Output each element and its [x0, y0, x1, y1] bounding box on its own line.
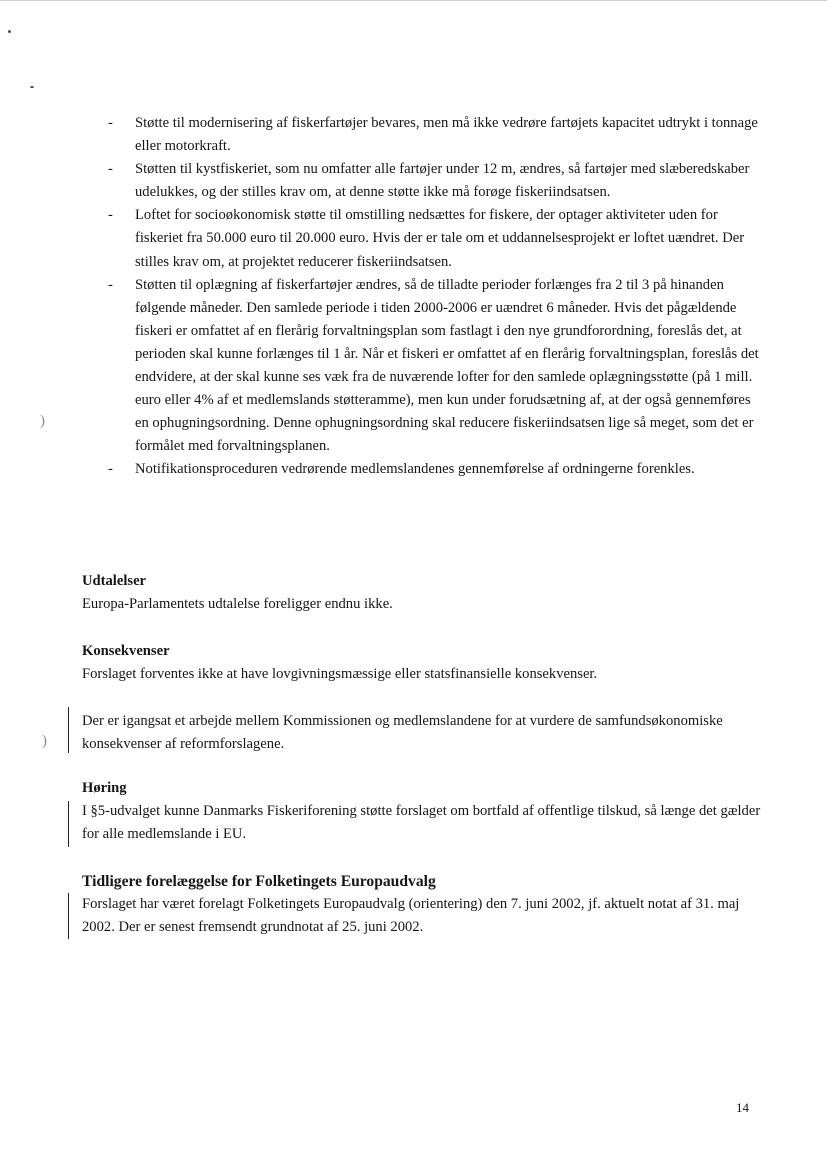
scan-speck — [30, 86, 34, 88]
change-bar — [68, 707, 69, 753]
scan-speck — [8, 30, 11, 33]
bullet-text: Støtten til oplægning af fiskerfartøjer ændres, så de tilladte perioder forlænges fra 2 til 3 på hinanden følgende måneder. Den samlede periode i tiden 2000-2006 er uændret 6 måneder. Hvis det pågældende fiskeri er omfattet af en flerårig forvaltningsplan som fastlagt i den nye grundforordning, foreslås det, at perioden skal kunne forlænges til 1 år. Når et fiskeri er omfattet af en flerårig forvaltningsplan, foreslås det endvidere, at der skal kunne ses væk fra de nuværende lofter for den samlede oplægningsstøtte (på 1 mill. euro eller 4% af et medlemslands støtteramme), men kun under forudsætning af, at der også gennemføres en ophugningsordning. Denne ophugningsordning skal reducere fiskeriindsatsen lige så meget, som det er formålet med forvaltningsplanen. — [135, 276, 759, 455]
top-edge-line — [0, 0, 827, 1]
section-udtalelser — [82, 570, 772, 616]
section-heading: Konsekvenser — [82, 643, 170, 659]
bullet-list — [108, 112, 763, 482]
change-bar — [68, 801, 69, 847]
list-item — [108, 112, 763, 158]
section-horing — [82, 777, 772, 846]
change-bar — [68, 893, 69, 939]
page-number: 14 — [736, 1100, 749, 1115]
bullet-text: Notifikationsproceduren vedrørende medlemslandenes gennemførelse af ordningerne forenkles. — [135, 461, 695, 478]
bullet-text: Loftet for socioøkonomisk støtte til omstilling nedsættes for fiskere, der optager aktiviteter uden for fiskeriet fra 50.000 euro til 20.000 euro. Hvis der er tale om et uddannelsesprojekt er loftet uændret. Der stilles krav om, at projektet reducerer fiskeriindsatsen. — [135, 207, 745, 270]
section-text: Forslaget forventes ikke at have lovgivningsmæssige eller statsfinansielle konsekvenser. — [82, 666, 598, 683]
section-text: Europa-Parlamentets udtalelse foreligger endnu ikke. — [82, 596, 393, 613]
bullet-dash: - — [108, 115, 113, 131]
section-heading: Udtalelser — [82, 573, 147, 589]
scan-bracket-mark: ) — [42, 733, 47, 749]
section-heading: Høring — [82, 780, 127, 796]
section-konsekvenser — [82, 640, 772, 686]
list-item — [108, 274, 763, 459]
bullet-dash: - — [108, 461, 113, 478]
list-item — [108, 204, 763, 273]
section-heading: Tidligere forelæggelse for Folketingets Europaudvalg — [82, 873, 436, 890]
section-tidligere — [82, 870, 752, 939]
section-text: I §5-udvalget kunne Danmarks Fiskeriforening støtte forslaget om bortfald af offentlige tilskud, så længe det gælder for alle medlemslande i EU. — [82, 803, 761, 843]
bullet-dash: - — [108, 207, 113, 224]
konsekvenser-paragraph — [82, 710, 747, 756]
section-text: Der er igangsat et arbejde mellem Kommissionen og medlemslandene for at vurdere de samfundsøkonomiske konsekvenser af reformforslagene. — [82, 713, 723, 753]
list-item — [108, 458, 763, 481]
scan-bracket-mark: ) — [40, 413, 45, 429]
bullet-dash: - — [108, 161, 113, 178]
section-text: Forslaget har været forelagt Folketingets Europaudvalg (orientering) den 7. juni 2002, jf. aktuelt notat af 31. maj 2002. Der er senest fremsendt grundnotat af 25. juni 2002. — [82, 896, 740, 936]
list-item — [108, 158, 763, 204]
bullet-text: Støtten til kystfiskeriet, som nu omfatter alle fartøjer under 12 m, ændres, så fartøjer med slæberedskaber udelukkes, og der stilles krav om, at denne støtte ikke må forøge fiskeriindsatsen. — [135, 161, 750, 201]
bullet-dash: - — [108, 276, 113, 293]
bullet-text: Støtte til modernisering af fiskerfartøjer bevares, men må ikke vedrøre fartøjets kapacitet udtrykt i tonnage eller motorkraft. — [135, 115, 758, 155]
